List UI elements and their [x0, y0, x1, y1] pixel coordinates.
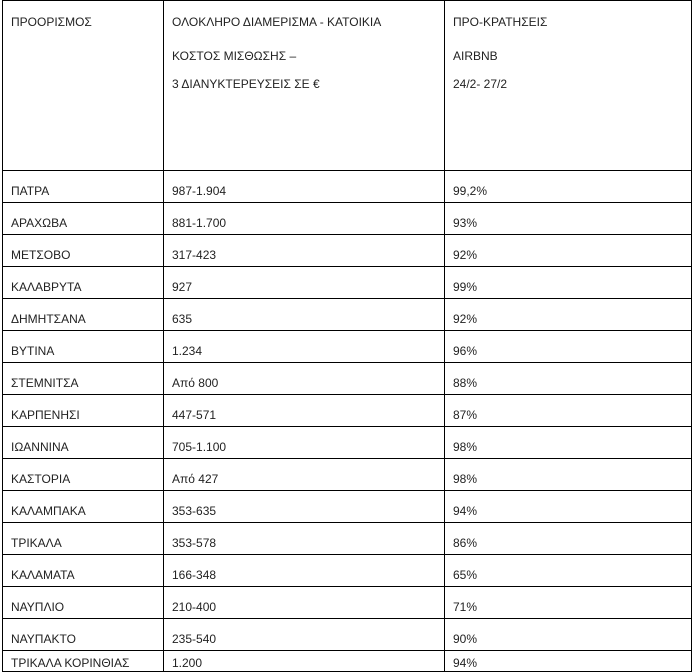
table-row	[3, 523, 692, 555]
header-cost	[164, 1, 445, 171]
table-body	[3, 1, 692, 672]
cell-cost: 927	[164, 267, 445, 299]
cell-destination: ΚΑΛΑΒΡΥΤΑ	[3, 267, 164, 299]
cell-bookings: 86%	[445, 523, 692, 555]
header-bookings-line: ΠΡΟ-ΚΡΑΤΗΣΕΙΣ	[453, 15, 548, 29]
cell-destination: ΝΑΥΠΛΙΟ	[3, 587, 164, 619]
cell-destination: ΤΡΙΚΑΛΑ	[3, 523, 164, 555]
table-row	[3, 331, 692, 363]
cell-bookings: 90%	[445, 619, 692, 651]
header-destination-line: ΠΡΟΟΡΙΣΜΟΣ	[11, 15, 92, 29]
cell-bookings: 99,2%	[445, 171, 692, 203]
cell-cost: 1.234	[164, 331, 445, 363]
header-bookings	[445, 1, 692, 171]
cell-cost: 210-400	[164, 587, 445, 619]
cell-bookings: 94%	[445, 651, 692, 672]
cell-destination: ΔΗΜΗΤΣΑΝΑ	[3, 299, 164, 331]
table-row	[3, 267, 692, 299]
destinations-table	[2, 0, 692, 672]
table-row	[3, 619, 692, 651]
cell-destination: ΤΡΙΚΑΛΑ ΚΟΡΙΝΘΙΑΣ	[3, 651, 164, 672]
cell-bookings: 93%	[445, 203, 692, 235]
header-cost-line: ΚΟΣΤΟΣ ΜΙΣΘΩΣΗΣ –	[172, 49, 297, 63]
cell-destination: ΚΑΛΑΜΠΑΚΑ	[3, 491, 164, 523]
cell-cost: 881-1.700	[164, 203, 445, 235]
cell-bookings: 94%	[445, 491, 692, 523]
cell-destination: ΠΑΤΡΑ	[3, 171, 164, 203]
cell-cost: 447-571	[164, 395, 445, 427]
cell-cost: 705-1.100	[164, 427, 445, 459]
cell-bookings: 98%	[445, 427, 692, 459]
header-row	[3, 1, 692, 171]
table-row	[3, 171, 692, 203]
cell-bookings: 98%	[445, 459, 692, 491]
header-bookings-line: AIRBNB	[453, 49, 498, 63]
table-row	[3, 299, 692, 331]
header-cost-line: 3 ΔΙΑΝΥΚΤΕΡΕΥΣΕΙΣ ΣΕ €	[172, 77, 320, 91]
cell-destination: ΚΑΣΤΟΡΙΑ	[3, 459, 164, 491]
cell-bookings: 65%	[445, 555, 692, 587]
cell-destination: ΜΕΤΣΟΒΟ	[3, 235, 164, 267]
table-row	[3, 363, 692, 395]
header-cost-line: ΟΛΟΚΛΗΡΟ ΔΙΑΜΕΡΙΣΜΑ - ΚΑΤΟΙΚΙΑ	[172, 15, 382, 29]
cell-destination: ΣΤΕΜΝΙΤΣΑ	[3, 363, 164, 395]
cell-destination: ΑΡΑΧΩΒΑ	[3, 203, 164, 235]
cell-bookings: 99%	[445, 267, 692, 299]
cell-cost: Από 800	[164, 363, 445, 395]
cell-cost: 166-348	[164, 555, 445, 587]
header-destination	[3, 1, 164, 171]
cell-cost: Από 427	[164, 459, 445, 491]
cell-cost: 353-635	[164, 491, 445, 523]
cell-bookings: 71%	[445, 587, 692, 619]
cell-cost: 235-540	[164, 619, 445, 651]
table-row	[3, 651, 692, 672]
table-row	[3, 427, 692, 459]
table-row	[3, 203, 692, 235]
cell-destination: ΚΑΛΑΜΑΤΑ	[3, 555, 164, 587]
cell-destination: ΙΩΑΝΝΙΝΑ	[3, 427, 164, 459]
table-row	[3, 459, 692, 491]
table-row	[3, 491, 692, 523]
header-bookings-line: 24/2- 27/2	[453, 77, 508, 91]
cell-cost: 1.200	[164, 651, 445, 672]
cell-cost: 635	[164, 299, 445, 331]
table-row	[3, 235, 692, 267]
table-row	[3, 395, 692, 427]
cell-bookings: 96%	[445, 331, 692, 363]
cell-destination: ΚΑΡΠΕΝΗΣΙ	[3, 395, 164, 427]
cell-bookings: 87%	[445, 395, 692, 427]
table-row	[3, 587, 692, 619]
cell-bookings: 92%	[445, 299, 692, 331]
cell-destination: ΒΥΤΙΝΑ	[3, 331, 164, 363]
cell-bookings: 88%	[445, 363, 692, 395]
cell-cost: 987-1.904	[164, 171, 445, 203]
cell-cost: 353-578	[164, 523, 445, 555]
cell-cost: 317-423	[164, 235, 445, 267]
cell-destination: ΝΑΥΠΑΚΤΟ	[3, 619, 164, 651]
table-row	[3, 555, 692, 587]
cell-bookings: 92%	[445, 235, 692, 267]
